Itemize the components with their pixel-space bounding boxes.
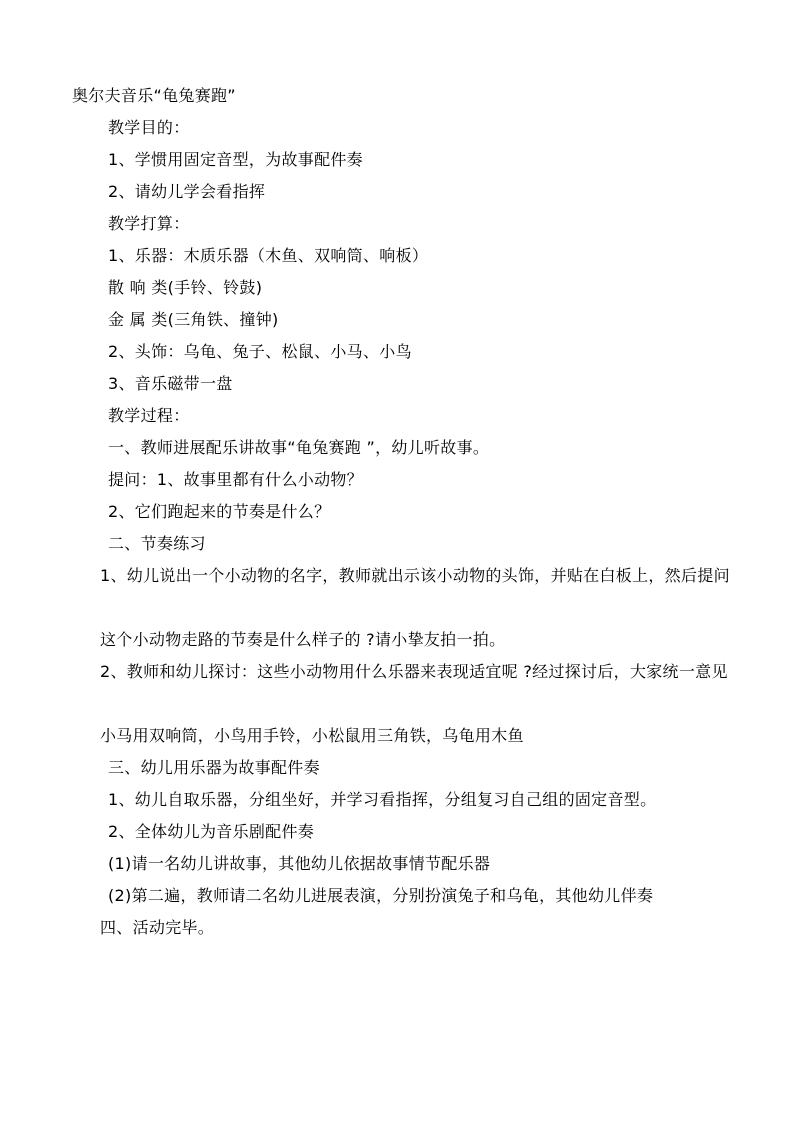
section-heading-rhythm-practice: 二、节奏练习 <box>108 534 206 553</box>
text-line: 2、全体幼儿为音乐剧配件奏 <box>108 822 315 841</box>
section-heading-teaching-process: 教学过程： <box>108 406 190 425</box>
text-line: 2、头饰：乌龟、兔子、松鼠、小马、小鸟 <box>108 342 412 361</box>
text-line: 提问：1、故事里都有什么小动物？ <box>108 470 363 489</box>
paragraph: 1、幼儿说出一个小动物的名字，教师就出示该小动物的头饰，并贴在白板上，然后提问 <box>100 566 730 585</box>
document-title: 奥尔夫音乐“龟兔赛跑” <box>72 86 236 105</box>
text-line: 散 响 类(手铃、铃鼓) <box>108 278 263 297</box>
text-line: (2)第二遍，教师请二名幼儿进展表演，分别扮演兔子和乌龟，其他幼儿伴奏 <box>108 886 654 905</box>
text-line: (1)请一名幼儿讲故事，其他幼儿依据故事情节配乐器 <box>108 854 491 873</box>
text-line: 一、教师进展配乐讲故事“龟兔赛跑 ”，幼儿听故事。 <box>108 438 490 457</box>
text-line: 1、学惯用固定音型，为故事配件奏 <box>108 150 363 169</box>
section-heading-teaching-goals: 教学目的： <box>108 118 190 137</box>
text-line: 1、乐器：木质乐器（木鱼、双响筒、响板） <box>108 246 429 265</box>
paragraph: 2、教师和幼儿探讨：这些小动物用什么乐器来表现适宜呢 ?经过探讨后，大家统一意见 <box>100 662 728 681</box>
section-heading-accompaniment: 三、幼儿用乐器为故事配件奏 <box>108 758 320 777</box>
text-line: 3、音乐磁带一盘 <box>108 374 233 393</box>
section-heading-teaching-plan: 教学打算： <box>108 214 190 233</box>
text-line: 2、请幼儿学会看指挥 <box>108 182 266 201</box>
text-line: 小马用双响筒，小鸟用手铃，小松鼠用三角铁，乌龟用木鱼 <box>100 726 524 745</box>
text-line: 金 属 类(三角铁、撞钟) <box>108 310 279 329</box>
text-line: 1、幼儿自取乐器，分组坐好，并学习看指挥，分组复习自己组的固定音型。 <box>108 790 657 809</box>
text-line: 这个小动物走路的节奏是什么样子的 ?请小挚友拍一拍。 <box>100 630 506 649</box>
section-heading-activity-end: 四、活动完毕。 <box>100 918 215 937</box>
text-line: 2、它们跑起来的节奏是什么？ <box>108 502 331 521</box>
